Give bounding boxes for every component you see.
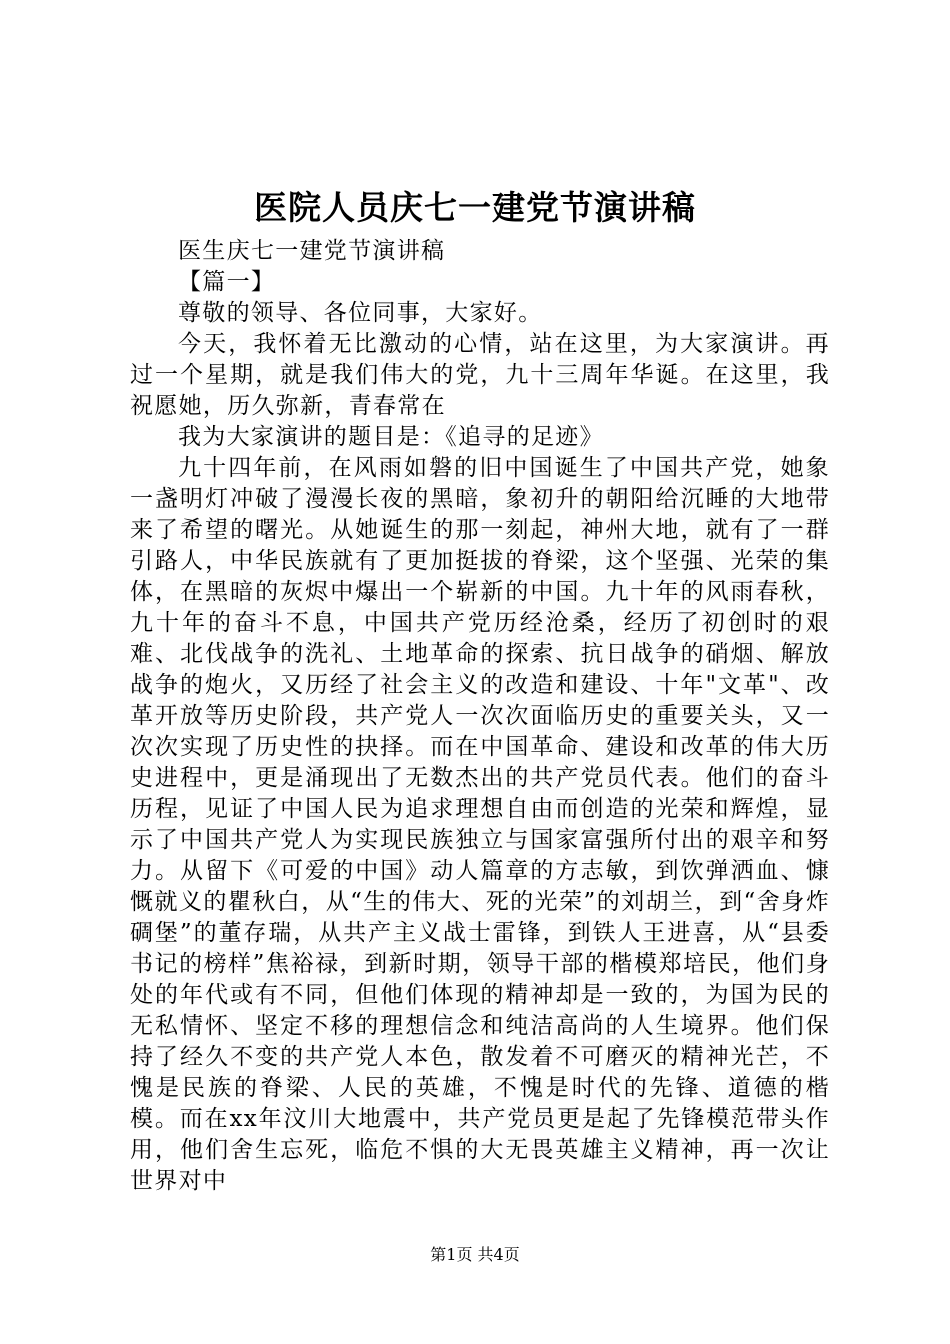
greeting-paragraph: 尊敬的领导、各位同事，大家好。 <box>178 300 543 326</box>
subtitle-paragraph: 医生庆七一建党节演讲稿 <box>178 238 446 264</box>
section-heading: 【篇一】 <box>178 269 276 295</box>
page-number: 第1页 共4页 <box>430 1245 520 1264</box>
document-body <box>130 236 830 1197</box>
document-title: 医院人员庆七一建党节演讲稿 <box>254 188 696 227</box>
topic-paragraph: 我为大家演讲的题目是：《追寻的足迹》 <box>178 424 604 450</box>
main-paragraph: 九十四年前，在风雨如磐的旧中国诞生了中国共产党，她象一盏明灯冲破了漫漫长夜的黑暗，象初升的朝阳给沉睡的大地带来了希望的曙光。从她诞生的那一刻起，神州大地，就有了一群引路人，中华民族就有了更加挺拔的脊梁，这个坚强、光荣的集体，在黑暗的灰烬中爆出一个崭新的中国。九十年的风雨春秋，九十年的奋斗不息，中国共产党历经沧桑，经历了初创时的艰难、北伐战争的洗礼、土地革命的探索、抗日战争的硝烟、解放战争的炮火，又历经了社会主义的改造和建设、十年"文革"、改革开放等历史阶段，共产党人一次次面临历史的重要关头，又一次次实现了历史性的抉择。而在中国革命、建设和改革的伟大历史进程中，更是涌现出了无数杰出的共产党员代表。他们的奋斗历程，见证了中国人民为追求理想自由而创造的光荣和辉煌，显示了中国共产党人为实现民族独立与国家富强所付出的艰辛和努力。从留下《可爱的中国》动人篇章的方志敏，到饮弹洒血、慷慨就义的瞿秋白，从“生的伟大、死的光荣”的刘胡兰，到“舍身炸碉堡”的董存瑞，从共产主义战士雷锋，到铁人王进喜，从“县委书记的榜样”焦裕禄，到新时期，领导干部的楷模郑培民，他们身处的年代或有不同，但他们体现的精神却是一致的，为国为民的无私情怀、坚定不移的理想信念和纯洁高尚的人生境界。他们保持了经久不变的共产党人本色，散发着不可磨灭的精神光芒，不愧是民族的脊梁、人民的英雄，不愧是时代的先锋、道德的楷模。而在xx年汶川大地震中，共产党员更是起了先锋模范带头作用，他们舍生忘死，临危不惧的大无畏英雄主义精神，再一次让世界对中 <box>130 455 830 1194</box>
intro-paragraph: 今天，我怀着无比激动的心情，站在这里，为大家演讲。再过一个星期，就是我们伟大的党，九十三周年华诞。在这里，我祝愿她，历久弥新，青春常在 <box>130 331 830 419</box>
